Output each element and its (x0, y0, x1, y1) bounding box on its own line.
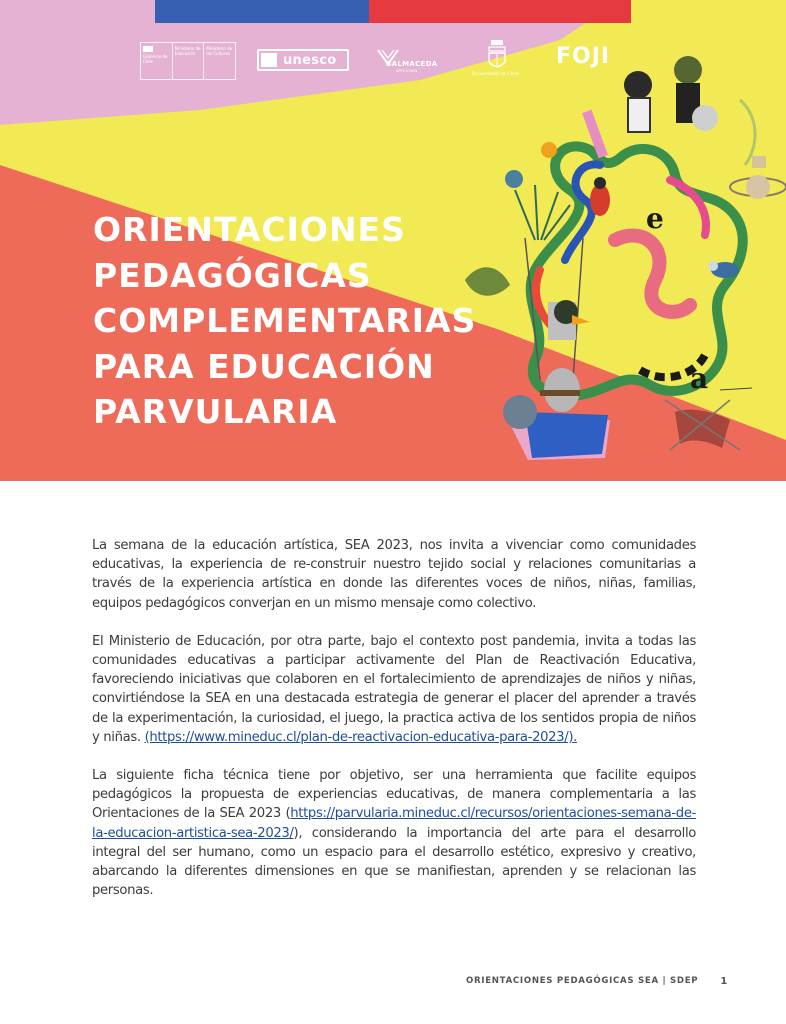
cover-banner (0, 0, 786, 481)
paragraph-3-text-before: La siguiente ficha técnica tiene por objetivo, ser una herramienta que facilite equipos pedagógicos la propuesta de experiencias educativas, de manera complementaria a las Orientaciones de la SEA 2023 ( (92, 768, 696, 822)
gobierno-logo-text-3: Ministerio de las Culturas (206, 46, 233, 56)
unesco-temple-icon (261, 53, 277, 67)
unesco-logo (257, 49, 349, 71)
flag-stripe-red (369, 0, 631, 23)
plan-reactivacion-link[interactable]: (https://www.mineduc.cl/plan-de-reactivacion-educativa-para-2023/). (144, 729, 577, 745)
flag-stripe-blue (155, 0, 369, 23)
title-line-3: COMPLEMENTARIAS (93, 301, 477, 340)
title-line-4: PARA EDUCACIÓN (93, 346, 435, 386)
page-title (93, 207, 476, 435)
gobierno-logo (140, 42, 236, 80)
title-line-5: PARVULARIA (93, 392, 338, 431)
paragraph-1: La semana de la educación artística, SEA 2023, nos invita a vivenciar como comunidades educativas, la experiencia de re-construir nuestro tejido social y relaciones comunitarias a través de la experiencia artística en donde las diferentes voces de niños, niñas, familias, equipos pedagógicos converjan en un mismo mensaje como colectivo. (92, 538, 696, 611)
title-line-1: ORIENTACIONES (93, 210, 406, 249)
uchile-logo-text: Universidad de Chile (472, 72, 519, 77)
paragraph-2 (92, 632, 696, 747)
body-text (92, 536, 696, 919)
balmaceda-logo-text: BALMACEDA (386, 60, 438, 68)
paragraph-2-text: El Ministerio de Educación, por otra parte, bajo el contexto post pandemia, invita a todas las comunidades educativas a participar activamente del Plan de Reactivación Educativa, favoreciendo iniciativas que colaboren en el fortalecimiento de aprendizajes de niños y niñas, convirtiéndose la SEA en una destacada estrategia de generar el placer del aprender a través de la experimentación, la curiosidad, el juego, la practica activa de los sentidos propia de niños y niñas. (92, 633, 696, 745)
paragraph-3-text-after: ), considerando la importancia del arte para el desarrollo integral del ser humano, como un espacio para el desarrollo estético, expresivo y creativo, abarcando la diferentes dimensiones en que se manifiestan, aprenden y se relacionan las personas. (92, 825, 696, 899)
footer-label: ORIENTACIONES PEDAGÓGICAS SEA | SDEP (466, 976, 699, 986)
page-number: 1 (720, 976, 728, 987)
gobierno-logo-text-1: Gobierno de Chile (143, 54, 168, 64)
title-line-2: PEDAGÓGICAS (93, 255, 372, 295)
collage-letter-e: e (646, 202, 664, 235)
collage-letter-a: a (690, 362, 709, 395)
collage-illustration (440, 40, 786, 481)
orientaciones-sea-link[interactable]: https://parvularia.mineduc.cl/recursos/orientaciones-semana-de-la-educacion-artistica-sea-2023/ (92, 806, 696, 841)
page-footer (466, 976, 728, 986)
balmaceda-logo-subtext: ARTE JOVEN (396, 69, 417, 73)
foji-logo-text: FOJI (556, 44, 611, 69)
gobierno-logo-text-2: Ministerio de Educación (174, 46, 201, 56)
unesco-logo-text: unesco (283, 52, 337, 68)
paragraph-3 (92, 766, 696, 900)
